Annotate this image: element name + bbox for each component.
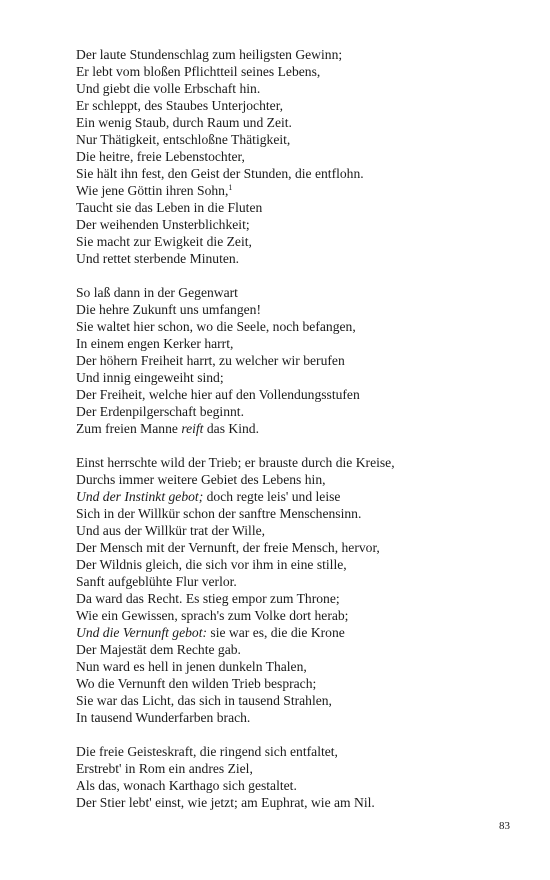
stanza-gap [76,437,516,454]
poem-line: Er lebt vom bloßen Pflichtteil seines Lebens, [76,64,321,79]
stanza-gap [76,726,516,743]
poem-line: Der Majestät dem Rechte gab. [76,642,241,657]
poem-line: Sie waltet hier schon, wo die Seele, noch befangen, [76,319,356,334]
line-text: doch regte leis' und leise [203,489,341,504]
line-text: Zum freien Manne [76,421,182,436]
poem-line: Die freie Geisteskraft, die ringend sich entfaltet, [76,744,338,759]
poem-line: Und innig eingeweiht sind; [76,370,224,385]
poem-line: Sich in der Willkür schon der sanftre Menschensinn. [76,506,362,521]
poem-line: Der Erdenpilgerschaft beginnt. [76,404,244,419]
poem-line: Der Freiheit, welche hier auf den Vollendungsstufen [76,387,360,402]
poem-line: Und giebt die volle Erbschaft hin. [76,81,261,96]
poem-line: Sanft aufgeblühte Flur verlor. [76,574,237,589]
poem-line [76,182,516,199]
poem-line: Die hehre Zukunft uns umfangen! [76,302,261,317]
italic-emphasis: reift [181,421,204,436]
italic-emphasis: Und der Instinkt gebot; [76,489,204,504]
poem-line: Wo die Vernunft den wilden Trieb besprach; [76,676,317,691]
poem-line: Und rettet sterbende Minuten. [76,251,240,266]
poem-line: Sie macht zur Ewigkeit die Zeit, [76,234,252,249]
line-text: sie war es, die die Krone [207,625,345,640]
poem-line: Der höhern Freiheit harrt, zu welcher wir berufen [76,353,345,368]
poem-text [76,46,516,811]
poem-line: Nur Thätigkeit, entschloßne Thätigkeit, [76,132,291,147]
poem-line: Sie hält ihn fest, den Geist der Stunden, die entflohn. [76,166,364,181]
poem-line [76,488,516,505]
poem-line: So laß dann in der Gegenwart [76,285,238,300]
poem-line: In tausend Wunderfarben brach. [76,710,251,725]
poem-line: Der Wildnis gleich, die sich vor ihm in eine stille, [76,557,347,572]
poem-line: Taucht sie das Leben in die Fluten [76,200,263,215]
poem-line: Er schleppt, des Staubes Unterjochter, [76,98,284,113]
poem-line: Sie war das Licht, das sich in tausend Strahlen, [76,693,332,708]
footnote-marker[interactable]: 1 [228,183,233,192]
stanza-gap [76,267,516,284]
line-text: das Kind. [203,421,259,436]
poem-line: Der Stier lebt' einst, wie jetzt; am Euphrat, wie am Nil. [76,795,375,810]
poem-line: Und aus der Willkür trat der Wille, [76,523,266,538]
poem-line: Da ward das Recht. Es stieg empor zum Throne; [76,591,340,606]
poem-line [76,624,516,641]
poem-line: Der laute Stundenschlag zum heiligsten Gewinn; [76,47,343,62]
italic-emphasis: Und die Vernunft gebot: [76,625,208,640]
poem-line: Erstrebt' in Rom ein andres Ziel, [76,761,253,776]
poem-line: Der Mensch mit der Vernunft, der freie Mensch, hervor, [76,540,380,555]
poem-line: Wie ein Gewissen, sprach's zum Volke dort herab; [76,608,349,623]
line-text: Wie jene Göttin ihren Sohn, [76,183,229,198]
poem-line: Durchs immer weitere Gebiet des Lebens hin, [76,472,326,487]
page-number: 83 [499,820,510,832]
poem-line: Nun ward es hell in jenen dunkeln Thalen, [76,659,307,674]
poem-line: Einst herrschte wild der Trieb; er brauste durch die Kreise, [76,455,395,470]
poem-line: Die heitre, freie Lebenstochter, [76,149,245,164]
poem-line: In einem engen Kerker harrt, [76,336,234,351]
poem-line: Der weihenden Unsterblichkeit; [76,217,250,232]
poem-line [76,420,516,437]
poem-line: Ein wenig Staub, durch Raum und Zeit. [76,115,292,130]
poem-line: Als das, wonach Karthago sich gestaltet. [76,778,297,793]
